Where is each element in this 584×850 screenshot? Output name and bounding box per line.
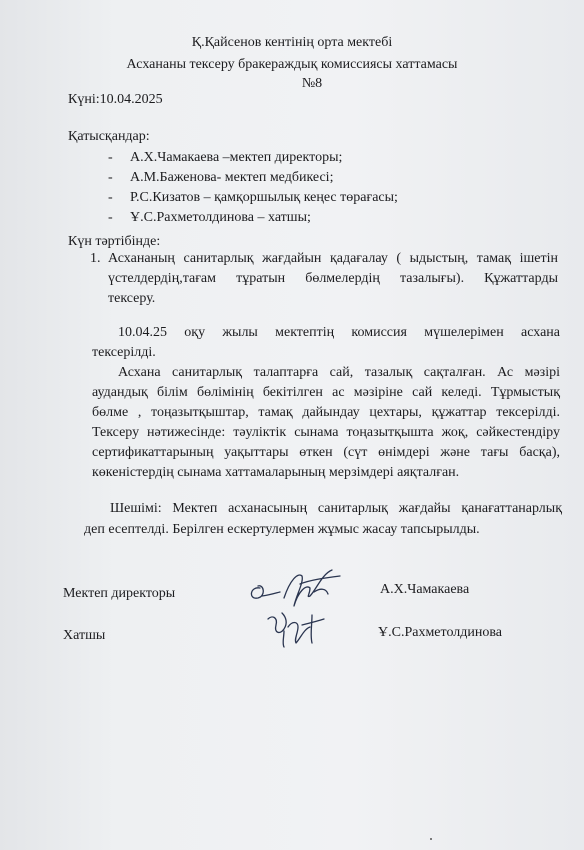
list-dash: -: [108, 170, 113, 185]
participant-text: Ұ.С.Рахметолдинова – хатшы;: [130, 210, 311, 225]
paper-speck: [430, 838, 432, 840]
participant-item: [108, 208, 398, 228]
agenda-item-number: 1.: [90, 251, 101, 266]
participant-text: А.М.Баженова- мектеп медбикесі;: [130, 170, 334, 185]
school-name: Қ.Қайсенов кентінің орта мектебі: [191, 35, 393, 50]
participant-text: А.Х.Чамакаева –мектеп директоры;: [130, 150, 343, 165]
participant-item: [108, 148, 398, 168]
agenda-heading: Күн тәртібінде:: [68, 234, 161, 249]
signature-name-secretary: Ұ.С.Рахметолдинова: [378, 625, 503, 640]
body-line: Тексеру нәтижесінде: тәуліктік сынама тоңазытқышта жоқ, сәйкестендіру: [92, 425, 560, 440]
participant-item: [108, 168, 398, 188]
secretary-signature-image: [262, 605, 332, 651]
body-line: Асхана санитарлық талаптарға сай, тазалық сақталған. Ас мәзірі: [118, 365, 560, 380]
body-line: көкеністердің сынама хаттамаларының мерзімдері аяқталған.: [92, 465, 460, 480]
body-line: аудандық білім бөлімінің бекітілген ас мәзіріне сай келеді. Тұрмыстық: [92, 385, 560, 400]
agenda-line: тексеру.: [108, 291, 156, 306]
participants-list: [108, 148, 398, 228]
decision-line: деп есептелді. Берілген ескертулермен жұмыс жасау тапсырылды.: [84, 522, 480, 537]
participant-text: Р.С.Кизатов – қамқоршылық кеңес төрағасы;: [130, 190, 398, 205]
signature-role-secretary: Хатшы: [63, 628, 106, 643]
body-line: бөлме , тоңазытқыштар, тамақ дайындау цехтары, құжаттар тексерілді.: [92, 405, 560, 420]
agenda-line: үстелдердің,тағам тұратын бөлмелердің тазалығы). Құжаттарды: [108, 271, 558, 286]
document-number: №8: [301, 76, 323, 91]
document-title: Асхананы тексеру бракераждық комиссиясы хаттамасы: [126, 57, 458, 72]
list-dash: -: [108, 150, 113, 165]
signature-role-director: Мектеп директоры: [63, 586, 176, 601]
list-dash: -: [108, 190, 113, 205]
date-line: Күні:10.04.2025: [68, 92, 163, 107]
body-line: 10.04.25 оқу жылы мектептің комиссия мүшелерімен асхана: [118, 325, 560, 340]
body-line: тексерілді.: [92, 345, 156, 360]
list-dash: -: [108, 210, 113, 225]
participant-item: [108, 188, 398, 208]
participants-heading: Қатысқандар:: [68, 129, 150, 144]
body-line: сертификаттарының уақыттары өткен (сүт өнімдері және тағы басқа),: [92, 445, 560, 460]
agenda-line: Асхананың санитарлық жағдайын қадағалау ( ыдыстың, тамақ ішетін: [108, 251, 558, 266]
signature-name-director: А.Х.Чамакаева: [380, 582, 470, 597]
decision-line: Шешімі: Мектеп асханасының санитарлық жағдайы қанағаттанарлық: [110, 501, 562, 516]
